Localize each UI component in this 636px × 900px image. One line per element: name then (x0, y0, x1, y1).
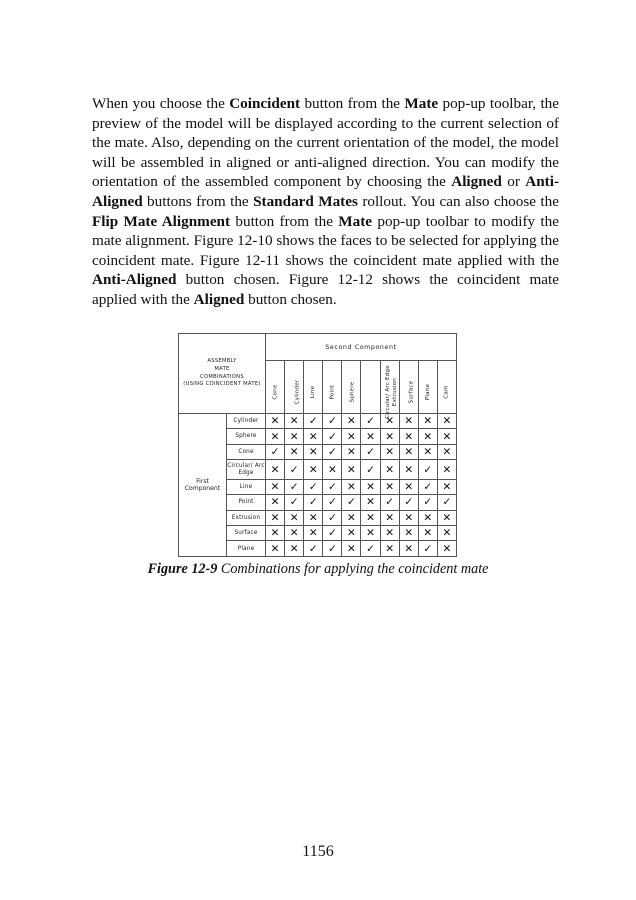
column-header (285, 361, 304, 414)
column-header (361, 361, 392, 419)
body-paragraph (92, 94, 559, 310)
text-run: button from the (230, 212, 339, 230)
corner-line: MATE (214, 365, 230, 372)
column-header-label: Line (310, 385, 317, 398)
cross-mark-icon: ✕ (304, 510, 323, 525)
cross-mark-icon: ✕ (418, 526, 437, 541)
row-label: Cone (227, 444, 266, 459)
check-mark-icon: ✓ (418, 479, 437, 494)
row-label: Surface (227, 526, 266, 541)
column-header-label: Cylinder (294, 379, 301, 404)
cross-mark-icon: ✕ (437, 460, 456, 479)
cross-mark-icon: ✕ (361, 429, 380, 444)
text-run: rollout. You can also choose the (357, 192, 559, 210)
cross-mark-icon: ✕ (437, 429, 456, 444)
cross-mark-icon: ✕ (361, 479, 380, 494)
text-run: or (501, 173, 526, 191)
check-mark-icon: ✓ (437, 495, 456, 510)
cross-mark-icon: ✕ (418, 510, 437, 525)
bold-term-anti-aligned: Anti-Aligned (92, 271, 177, 289)
cross-mark-icon: ✕ (399, 429, 418, 444)
cross-mark-icon: ✕ (399, 414, 418, 429)
cross-mark-icon: ✕ (285, 414, 304, 429)
column-header-label: Cone (272, 383, 279, 400)
row-label: Line (227, 479, 266, 494)
check-mark-icon: ✓ (323, 479, 342, 494)
cross-mark-icon: ✕ (304, 444, 323, 459)
check-mark-icon: ✓ (361, 414, 380, 429)
column-header-label: Circular/ Arc Edge (385, 364, 392, 419)
bold-term-standard-mates: Standard Mates (253, 192, 358, 210)
first-component-line: Component (184, 485, 221, 492)
cross-mark-icon: ✕ (418, 414, 437, 429)
check-mark-icon: ✓ (418, 460, 437, 479)
cross-mark-icon: ✕ (399, 541, 418, 557)
cross-mark-icon: ✕ (266, 541, 285, 557)
check-mark-icon: ✓ (342, 495, 361, 510)
check-mark-icon: ✓ (266, 444, 285, 459)
check-mark-icon: ✓ (304, 541, 323, 557)
cross-mark-icon: ✕ (323, 460, 342, 479)
text-run: button chosen. (244, 290, 337, 308)
first-component-line: First (196, 477, 209, 485)
check-mark-icon: ✓ (323, 541, 342, 557)
cross-mark-icon: ✕ (266, 510, 285, 525)
cross-mark-icon: ✕ (342, 429, 361, 444)
cross-mark-icon: ✕ (342, 541, 361, 557)
cross-mark-icon: ✕ (285, 510, 304, 525)
column-header (380, 361, 399, 414)
bold-term-coincident: Coincident (229, 95, 301, 112)
check-mark-icon: ✓ (361, 541, 380, 557)
text-run: button chosen. Figure 12-12 shows the coincident mate applied with the (92, 271, 559, 308)
column-header-label: Plane (424, 383, 431, 400)
check-mark-icon: ✓ (323, 444, 342, 459)
cross-mark-icon: ✕ (380, 479, 399, 494)
cross-mark-icon: ✕ (342, 510, 361, 525)
check-mark-icon: ✓ (285, 495, 304, 510)
column-header (399, 361, 418, 414)
cross-mark-icon: ✕ (304, 526, 323, 541)
cross-mark-icon: ✕ (437, 479, 456, 494)
row-label: Cylinder (227, 414, 266, 429)
table-row (179, 414, 457, 429)
text-run: button from the (300, 95, 405, 112)
cross-mark-icon: ✕ (285, 541, 304, 557)
first-component-header (179, 414, 227, 557)
column-header-label: Cam (443, 384, 450, 399)
cross-mark-icon: ✕ (418, 429, 437, 444)
second-component-header: Second Component (266, 334, 457, 361)
check-mark-icon: ✓ (323, 526, 342, 541)
caption-text: Combinations for applying the coincident mate (217, 561, 489, 577)
cross-mark-icon: ✕ (361, 510, 380, 525)
cross-mark-icon: ✕ (399, 460, 418, 479)
cross-mark-icon: ✕ (342, 479, 361, 494)
table-corner-title (179, 334, 266, 414)
cross-mark-icon: ✕ (380, 510, 399, 525)
bold-term-mate: Mate (338, 212, 373, 230)
cross-mark-icon: ✕ (380, 444, 399, 459)
bold-term-aligned: Aligned (193, 290, 245, 308)
cross-mark-icon: ✕ (342, 444, 361, 459)
combination-figure (178, 333, 457, 557)
cross-mark-icon: ✕ (285, 444, 304, 459)
cross-mark-icon: ✕ (380, 526, 399, 541)
check-mark-icon: ✓ (399, 495, 418, 510)
cross-mark-icon: ✕ (399, 444, 418, 459)
column-header (323, 361, 342, 414)
corner-line: ASSEMBLY (207, 358, 237, 365)
cross-mark-icon: ✕ (304, 460, 323, 479)
cross-mark-icon: ✕ (399, 479, 418, 494)
column-header (418, 361, 437, 414)
page-number: 1156 (302, 843, 334, 860)
cross-mark-icon: ✕ (399, 510, 418, 525)
bold-term-mate: Mate (404, 95, 439, 112)
caption-label: Figure 12-9 (147, 561, 218, 577)
column-header (437, 361, 456, 414)
cross-mark-icon: ✕ (266, 526, 285, 541)
row-label: Extrusion (227, 510, 266, 525)
check-mark-icon: ✓ (361, 444, 380, 459)
text-run: pop-up toolbar to modify the mate alignment. Figure 12-10 shows the faces to be selected for applying the coincident mate. Figure 12-11 shows the coincident mate applied with the (92, 212, 559, 269)
row-label: Plane (227, 541, 266, 557)
cross-mark-icon: ✕ (437, 510, 456, 525)
text-run: buttons from the (142, 192, 254, 210)
cross-mark-icon: ✕ (399, 526, 418, 541)
check-mark-icon: ✓ (323, 510, 342, 525)
cross-mark-icon: ✕ (266, 479, 285, 494)
check-mark-icon: ✓ (304, 479, 323, 494)
cross-mark-icon: ✕ (304, 429, 323, 444)
cross-mark-icon: ✕ (342, 460, 361, 479)
check-mark-icon: ✓ (285, 479, 304, 494)
check-mark-icon: ✓ (323, 429, 342, 444)
cross-mark-icon: ✕ (380, 541, 399, 557)
check-mark-icon: ✓ (304, 414, 323, 429)
check-mark-icon: ✓ (418, 495, 437, 510)
cross-mark-icon: ✕ (266, 495, 285, 510)
cross-mark-icon: ✕ (342, 526, 361, 541)
cross-mark-icon: ✕ (266, 429, 285, 444)
text-run: When you choose the (92, 95, 230, 112)
cross-mark-icon: ✕ (380, 414, 399, 429)
bold-term-anti-aligned: Anti-Aligned (92, 173, 560, 210)
cross-mark-icon: ✕ (285, 429, 304, 444)
cross-mark-icon: ✕ (266, 414, 285, 429)
cross-mark-icon: ✕ (380, 460, 399, 479)
check-mark-icon: ✓ (380, 495, 399, 510)
cross-mark-icon: ✕ (342, 414, 361, 429)
cross-mark-icon: ✕ (361, 526, 380, 541)
corner-line: (USING COINCIDENT MATE) (183, 381, 261, 388)
check-mark-icon: ✓ (323, 495, 342, 510)
column-header (266, 361, 285, 414)
cross-mark-icon: ✕ (285, 526, 304, 541)
cross-mark-icon: ✕ (437, 444, 456, 459)
combination-table (178, 333, 457, 557)
column-header (342, 361, 361, 414)
column-header-label: Sphere (349, 381, 356, 402)
row-label: Circular/ Arc Edge (227, 460, 266, 479)
cross-mark-icon: ✕ (361, 495, 380, 510)
column-header-label: Point (329, 384, 336, 399)
bold-term-flip-mate-alignment: Flip Mate Alignment (92, 212, 231, 230)
check-mark-icon: ✓ (418, 541, 437, 557)
column-header (304, 361, 323, 414)
column-header-label: Surface (408, 380, 415, 403)
figure-caption (0, 561, 636, 578)
bold-term-aligned: Aligned (451, 173, 502, 191)
corner-line: COMBINATIONS (200, 373, 244, 380)
text-run: pop-up toolbar, the preview of the model will be displayed according to the current selection of the mate. Also, depending on the current orientation of the model, the model will be assembled in aligned or anti-aligned direction. You can modify the orientation of the assembled component by choosing the (92, 95, 559, 191)
cross-mark-icon: ✕ (437, 541, 456, 557)
cross-mark-icon: ✕ (418, 444, 437, 459)
row-label: Sphere (227, 429, 266, 444)
cross-mark-icon: ✕ (266, 460, 285, 479)
check-mark-icon: ✓ (285, 460, 304, 479)
check-mark-icon: ✓ (304, 495, 323, 510)
column-header-label: Extrusion (391, 377, 398, 406)
check-mark-icon: ✓ (361, 460, 380, 479)
row-label: Point (227, 495, 266, 510)
check-mark-icon: ✓ (323, 414, 342, 429)
cross-mark-icon: ✕ (437, 526, 456, 541)
cross-mark-icon: ✕ (380, 429, 399, 444)
cross-mark-icon: ✕ (437, 414, 456, 429)
